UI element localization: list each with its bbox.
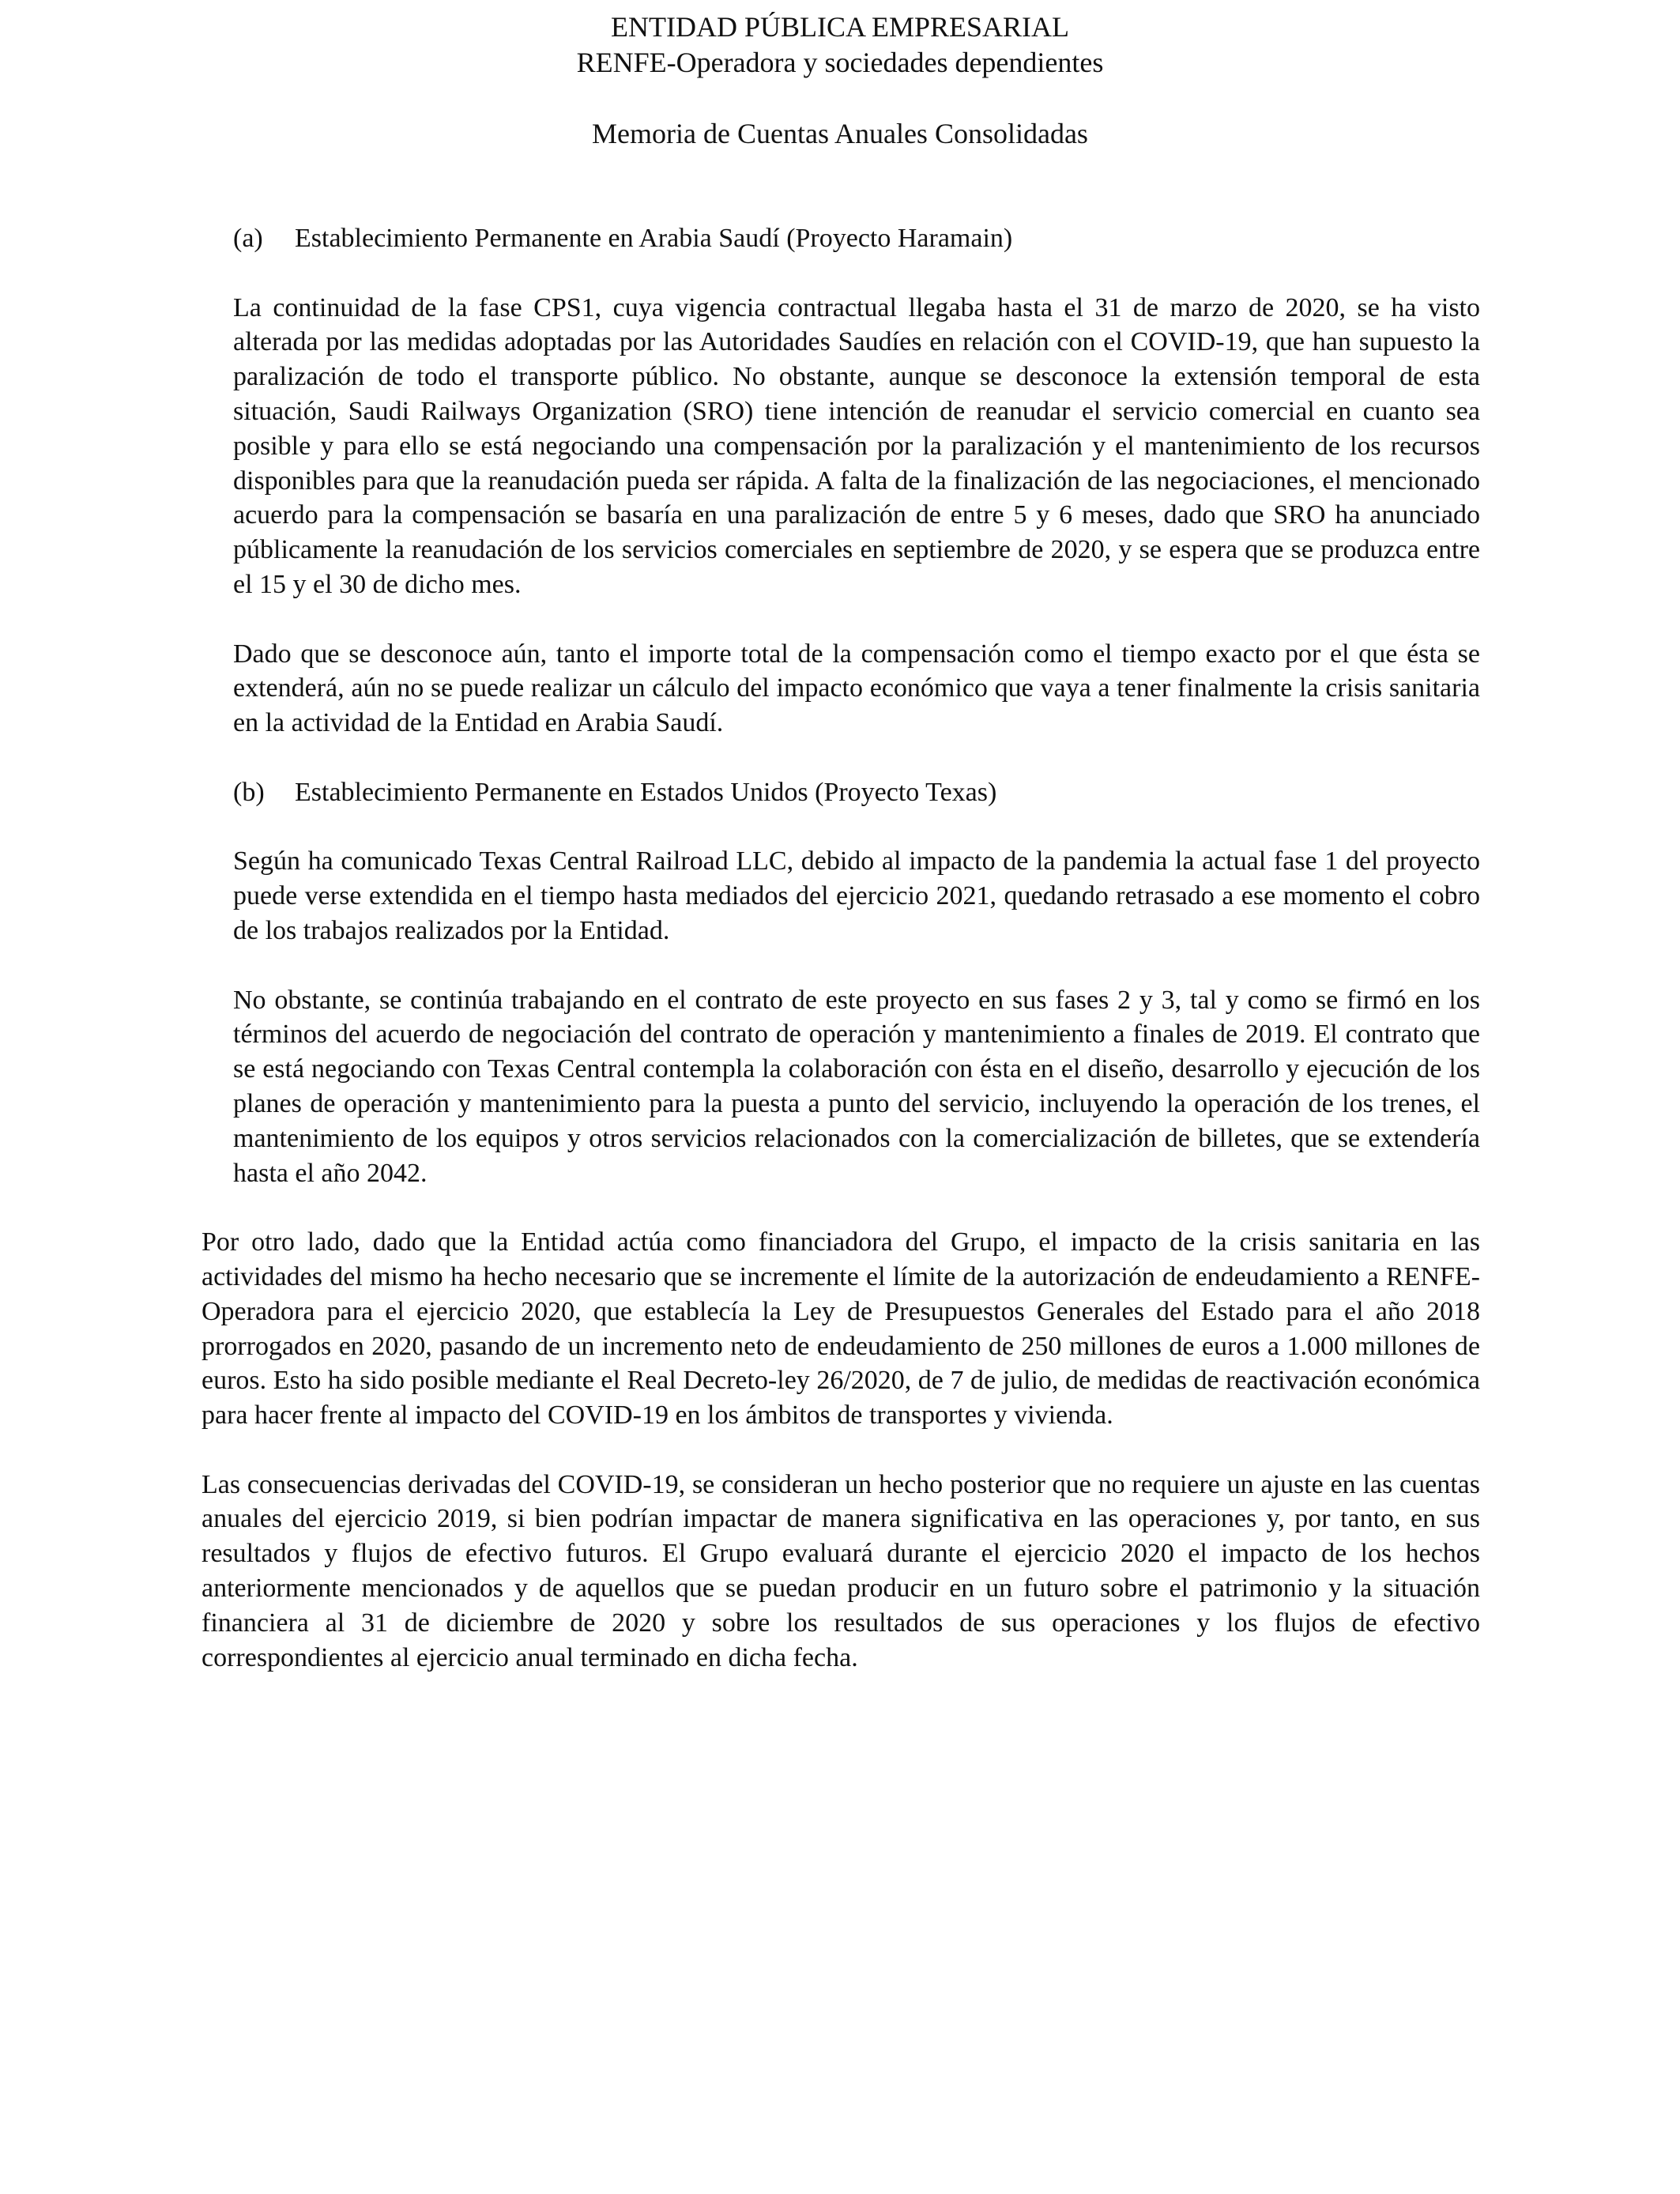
section-title: Establecimiento Permanente en Estados Unidos (Proyecto Texas) — [295, 777, 997, 807]
section-title: Establecimiento Permanente en Arabia Saudí (Proyecto Haramain) — [295, 224, 1013, 253]
entity-type-title: ENTIDAD PÚBLICA EMPRESARIAL — [610, 11, 1070, 43]
closing-body — [202, 1225, 1480, 1675]
section-heading-a — [233, 221, 1480, 256]
entity-name-title: RENFE-Operadora y sociedades dependientes — [576, 47, 1104, 78]
section-b-body — [233, 844, 1480, 1190]
section-letter: (a) — [233, 224, 263, 253]
paragraph: Las consecuencias derivadas del COVID-19, se consideran un hecho posterior que no requiere un ajuste en las cuentas anuales del ejercicio 2019, si bien podrían impactar de manera significativa en las operaciones y, por tanto, en sus resultados y flujos de efectivo futuros. El Grupo evaluará durante el ejercicio 2020 el impacto de los hechos anteriormente mencionados y de aquellos que se puedan producir en un futuro sobre el patrimonio y la situación financiera al 31 de diciembre de 2020 y sobre los resultados de sus operaciones y los flujos de efectivo correspondientes al ejercicio anual terminado en dicha fecha. — [202, 1469, 1480, 1672]
paragraph: Según ha comunicado Texas Central Railroad LLC, debido al impacto de la pandemia la actual fase 1 del proyecto puede verse extendida en el tiempo hasta mediados del ejercicio 2021, quedando retrasado a ese momento el cobro de los trabajos realizados por la Entidad. — [233, 846, 1480, 945]
document-body — [202, 221, 1480, 1710]
report-subtitle: Memoria de Cuentas Anuales Consolidadas — [592, 118, 1088, 149]
paragraph: No obstante, se continúa trabajando en el contrato de este proyecto en sus fases 2 y 3, tal y como se firmó en los términos del acuerdo de negociación del contrato de operación y mantenimiento a finales de 2019. El contrato que se está negociando con Texas Central contempla la colaboración con ésta en el diseño, desarrollo y ejecución de los planes de operación y mantenimiento para la puesta a punto del servicio, incluyendo la operación de los trenes, el mantenimiento de los equipos y otros servicios relacionados con la comercialización de billetes, que se extendería hasta el año 2042. — [233, 985, 1480, 1188]
paragraph: La continuidad de la fase CPS1, cuya vigencia contractual llegaba hasta el 31 de marzo de 2020, se ha visto alterada por las medidas adoptadas por las Autoridades Saudíes en relación con el COVID-19, que han supuesto la paralización de todo el transporte público. No obstante, aunque se desconoce la extensión temporal de esta situación, Saudi Railways Organization (SRO) tiene intención de reanudar el servicio comercial en cuanto sea posible y para ello se está negociando una compensación por la paralización y el mantenimiento de los recursos disponibles para que la reanudación pueda ser rápida. A falta de la finalización de las negociaciones, el mencionado acuerdo para la compensación se basaría en una paralización de entre 5 y 6 meses, dado que SRO ha anunciado públicamente la reanudación de los servicios comerciales en septiembre de 2020, y se espera que se produzca entre el 15 y el 30 de dicho mes. — [233, 292, 1480, 599]
paragraph: Por otro lado, dado que la Entidad actúa como financiadora del Grupo, el impacto de la crisis sanitaria en las actividades del mismo ha hecho necesario que se incremente el límite de la autorización de endeudamiento a RENFE-Operadora para el ejercicio 2020, que establecía la Ley de Presupuestos Generales del Estado para el año 2018 prorrogados en 2020, pasando de un incremento neto de endeudamiento de 250 millones de euros a 1.000 millones de euros. Esto ha sido posible mediante el Real Decreto-ley 26/2020, de 7 de julio, de medidas de reactivación económica para hacer frente al impacto del COVID-19 en los ámbitos de transportes y vivienda. — [202, 1227, 1480, 1431]
document-header — [0, 9, 1680, 152]
paragraph: Dado que se desconoce aún, tanto el importe total de la compensación como el tiempo exacto por el que ésta se extenderá, aún no se puede realizar un cálculo del impacto económico que vaya a tener finalmente la crisis sanitaria en la actividad de la Entidad en Arabia Saudí. — [233, 639, 1480, 738]
section-heading-b — [233, 775, 1480, 810]
section-letter: (b) — [233, 777, 265, 807]
section-a-body — [233, 291, 1480, 741]
